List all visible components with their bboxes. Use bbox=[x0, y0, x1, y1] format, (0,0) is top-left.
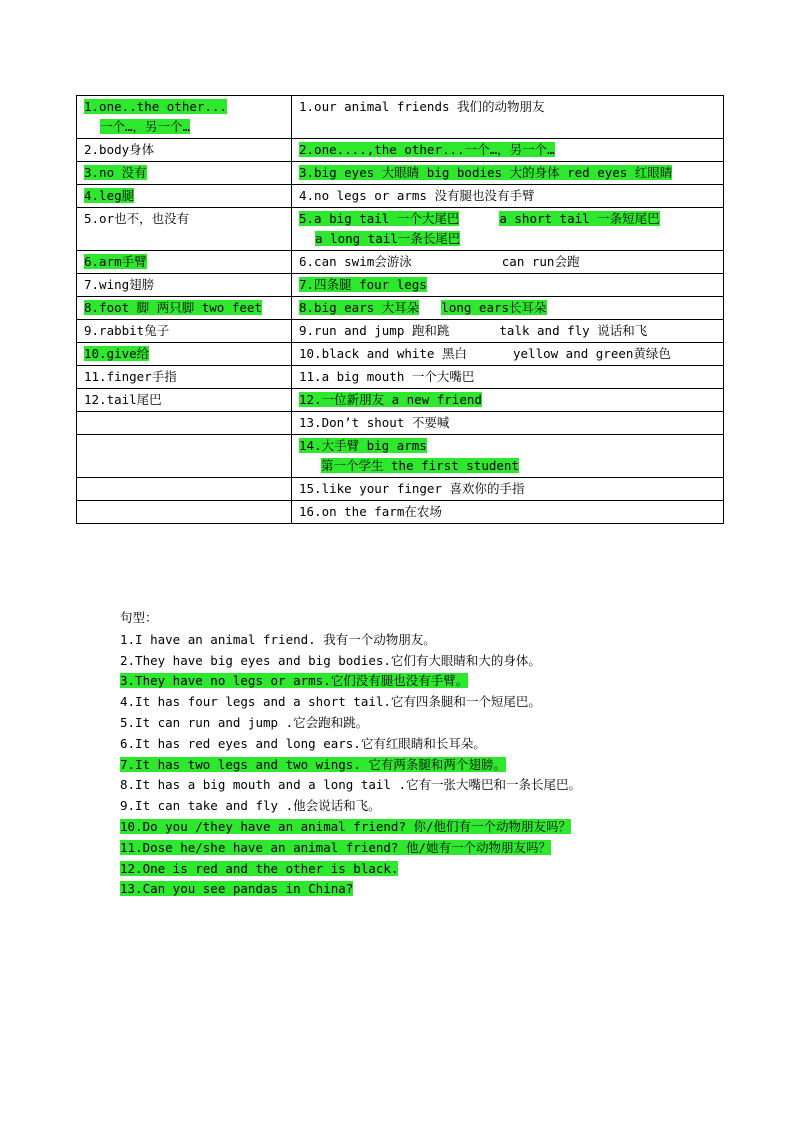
vocab-cell bbox=[292, 478, 724, 501]
vocab-cell bbox=[77, 185, 292, 208]
vocab-cell bbox=[292, 435, 724, 478]
table-row bbox=[77, 389, 724, 412]
sentence-line: 9.It can take and fly .他会说话和飞。 bbox=[120, 798, 381, 814]
table-row bbox=[77, 366, 724, 389]
vocab-cell bbox=[77, 208, 292, 251]
vocab-text: 1.one..the other... bbox=[84, 99, 227, 114]
sentence-line: 6.It has red eyes and long ears.它有红眼睛和长耳朵。 bbox=[120, 735, 486, 751]
vocab-cell bbox=[292, 208, 724, 251]
sentence-line: 10.Do you /they have an animal friend? 你/他们有一个动物朋友吗？ bbox=[120, 818, 572, 834]
sentence-line: 12.One is red and the other is black. bbox=[120, 860, 399, 876]
vocab-text: 3.big eyes 大眼睛 big bodies 大的身体 red eyes 红眼睛 bbox=[299, 165, 673, 180]
vocab-text: 12.一位新朋友 a new friend bbox=[299, 392, 482, 407]
vocab-text: 15.like your finger 喜欢你的手指 bbox=[299, 481, 525, 496]
table-row bbox=[77, 297, 724, 320]
vocab-cell bbox=[77, 274, 292, 297]
vocab-text: a short tail 一条短尾巴 bbox=[499, 211, 660, 226]
vocab-text: can run会跑 bbox=[501, 254, 580, 269]
vocab-text: 8.big ears 大耳朵 bbox=[299, 300, 420, 315]
vocab-cell bbox=[77, 435, 292, 478]
vocab-text: yellow and green黄绿色 bbox=[513, 346, 671, 361]
table-row bbox=[77, 343, 724, 366]
table-row bbox=[77, 185, 724, 208]
vocab-cell bbox=[292, 412, 724, 435]
vocab-cell bbox=[292, 320, 724, 343]
sentence-line: 7.It has two legs and two wings. 它有两条腿和两个翅膀。 bbox=[120, 756, 506, 772]
table-row bbox=[77, 412, 724, 435]
vocab-text: 7.wing翅膀 bbox=[84, 277, 155, 292]
vocab-text: 4.no legs or arms 没有腿也没有手臂 bbox=[299, 188, 535, 203]
vocab-text: 5.a big tail 一个大尾巴 bbox=[299, 211, 460, 226]
sentence-line: 4.It has four legs and a short tail.它有四条腿和一个短尾巴。 bbox=[120, 694, 541, 710]
vocab-text: 11.a big mouth 一个大嘴巴 bbox=[299, 369, 475, 384]
vocab-text: 6.arm手臂 bbox=[84, 254, 147, 269]
vocab-cell bbox=[292, 501, 724, 524]
vocab-text: 9.run and jump 跑和跳 bbox=[299, 323, 450, 338]
vocab-cell bbox=[292, 162, 724, 185]
vocab-text: 11.finger手指 bbox=[84, 369, 177, 384]
vocab-text: 3.no 没有 bbox=[84, 165, 147, 180]
table-row bbox=[77, 501, 724, 524]
vocab-cell bbox=[77, 320, 292, 343]
vocab-cell bbox=[292, 389, 724, 412]
vocab-cell bbox=[77, 389, 292, 412]
vocab-text: 10.give给 bbox=[84, 346, 150, 361]
vocab-cell bbox=[77, 297, 292, 320]
sentence-line: 13.Can you see pandas in China? bbox=[120, 881, 354, 897]
vocab-text: 一个…，另一个… bbox=[100, 119, 191, 134]
vocab-cell bbox=[292, 297, 724, 320]
vocab-cell bbox=[77, 96, 292, 139]
vocab-cell bbox=[292, 251, 724, 274]
vocab-text: 9.rabbit兔子 bbox=[84, 323, 170, 338]
table-row bbox=[77, 435, 724, 478]
vocab-cell bbox=[292, 343, 724, 366]
vocab-cell bbox=[77, 366, 292, 389]
vocab-cell bbox=[292, 274, 724, 297]
vocab-cell bbox=[77, 139, 292, 162]
vocab-cell bbox=[292, 366, 724, 389]
vocab-cell bbox=[77, 343, 292, 366]
vocab-text: 2.body身体 bbox=[84, 142, 155, 157]
vocab-text: 12.tail尾巴 bbox=[84, 392, 162, 407]
table-row bbox=[77, 320, 724, 343]
vocab-cell bbox=[292, 139, 724, 162]
sentence-line: 1.I have an animal friend. 我有一个动物朋友。 bbox=[120, 631, 436, 647]
vocab-cell bbox=[77, 478, 292, 501]
vocab-text: 8.foot 脚 两只脚 two feet bbox=[84, 300, 262, 315]
vocab-cell bbox=[77, 162, 292, 185]
vocab-cell bbox=[292, 185, 724, 208]
table-row bbox=[77, 251, 724, 274]
table-row bbox=[77, 96, 724, 139]
vocab-text: a long tail一条长尾巴 bbox=[315, 231, 461, 246]
table-row bbox=[77, 208, 724, 251]
table-row bbox=[77, 139, 724, 162]
vocab-cell bbox=[77, 501, 292, 524]
vocab-text: 6.can swim会游泳 bbox=[299, 254, 412, 269]
sentence-line: 2.They have big eyes and big bodies.它们有大眼睛和大的身体。 bbox=[120, 652, 541, 668]
vocab-text: 1.our animal friends 我们的动物朋友 bbox=[299, 99, 545, 114]
sentence-line: 5.It can run and jump .它会跑和跳。 bbox=[120, 714, 369, 730]
table-row bbox=[77, 274, 724, 297]
vocab-cell bbox=[292, 96, 724, 139]
table-row bbox=[77, 478, 724, 501]
vocab-text: 7.四条腿 four legs bbox=[299, 277, 427, 292]
vocabulary-table bbox=[76, 95, 724, 524]
vocab-text: 第一个学生 the first student bbox=[321, 458, 519, 473]
vocab-text: 5.or也不，也没有 bbox=[84, 211, 190, 226]
vocab-text: talk and fly 说话和飞 bbox=[499, 323, 648, 338]
vocab-text: 16.on the farm在农场 bbox=[299, 504, 442, 519]
vocab-text: 2.one....,the other...一个…，另一个… bbox=[299, 142, 555, 157]
vocab-cell bbox=[77, 412, 292, 435]
sentences-title: 句型： bbox=[120, 610, 158, 625]
table-row bbox=[77, 162, 724, 185]
vocab-text: 13.Don’t shout 不要喊 bbox=[299, 415, 450, 430]
vocab-text: 10.black and white 黑白 bbox=[299, 346, 467, 361]
vocab-text: 4.leg腿 bbox=[84, 188, 135, 203]
vocab-text: long ears长耳朵 bbox=[441, 300, 547, 315]
sentence-patterns bbox=[120, 608, 581, 900]
sentence-line: 11.Dose he/she have an animal friend? 他/她有一个动物朋友吗？ bbox=[120, 839, 552, 855]
vocab-text: 14.大手臂 big arms bbox=[299, 438, 427, 453]
vocab-cell bbox=[77, 251, 292, 274]
sentence-line: 8.It has a big mouth and a long tail .它有一张大嘴巴和一条长尾巴。 bbox=[120, 777, 581, 793]
sentence-line: 3.They have no legs or arms.它们没有腿也没有手臂。 bbox=[120, 673, 469, 689]
